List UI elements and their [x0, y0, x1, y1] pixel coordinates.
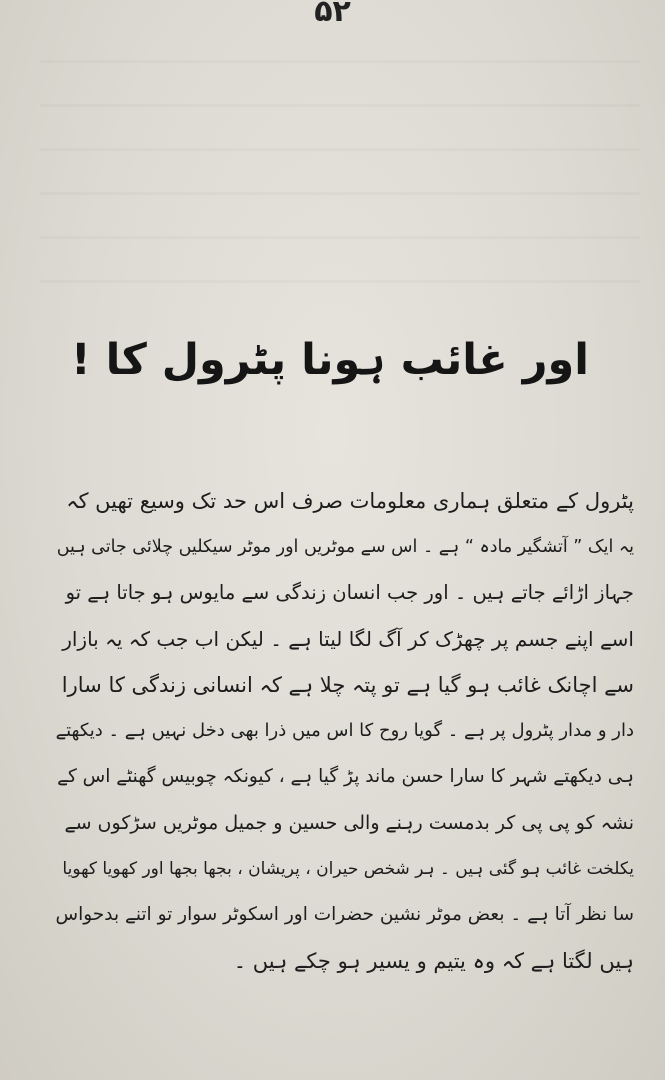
- page-number: ۵۲: [314, 0, 351, 29]
- paragraph-line: نشہ کو پی پی کر بدمست رہنے والی حسین و جمیل موٹریں سڑکوں سے: [64, 812, 634, 834]
- paragraph-line: اسے اپنے جسم پر چھڑک کر آگ لگا لیتا ہے ۔ لیکن اب جب کہ یہ بازار: [62, 627, 634, 651]
- paragraph-line: سا نظر آتا ہے ۔ بعض موٹر نشین حضرات اور اسکوٹر سوار تو اتنے بدحواس: [55, 904, 634, 925]
- paragraph-line: دار و مدار پٹرول پر ہے ۔ گویا روح کا اس میں ذرا بھی دخل نہیں ہے ۔ دیکھتے: [55, 720, 634, 741]
- paragraph-line: جہاز اڑائے جاتے ہیں ۔ اور جب انسان زندگی سے مایوس ہو جاتا ہے تو: [65, 581, 634, 604]
- paragraph-line: پٹرول کے متعلق ہماری معلومات صرف اس حد تک وسیع تھیں کہ: [66, 489, 634, 513]
- paragraph-line: یکلخت غائب ہو گئی ہیں ۔ ہر شخص حیران ، پریشان ، بجھا بجھا اور کھویا کھویا: [62, 859, 634, 879]
- paragraph-line: ہیں لگتا ہے کہ وہ یتیم و یسیر ہو چکے ہیں ۔: [233, 949, 634, 973]
- body-paragraph: [52, 478, 634, 984]
- paragraph-line: سے اچانک غائب ہو گیا ہے تو پتہ چلا ہے کہ انسانی زندگی کا سارا: [61, 673, 634, 697]
- chapter-heading: اور غائب ہونا پٹرول کا !: [71, 335, 589, 385]
- paragraph-line: یہ ایک ” آتشگیر مادہ “ ہے ۔ اس سے موٹریں اور موٹر سیکلیں چلائی جاتی ہیں: [56, 537, 634, 557]
- paragraph-line: ہی دیکھتے شہر کا سارا حسن ماند پڑ گیا ہے ، کیونکہ چوبیس گھنٹے اس کے: [57, 766, 634, 787]
